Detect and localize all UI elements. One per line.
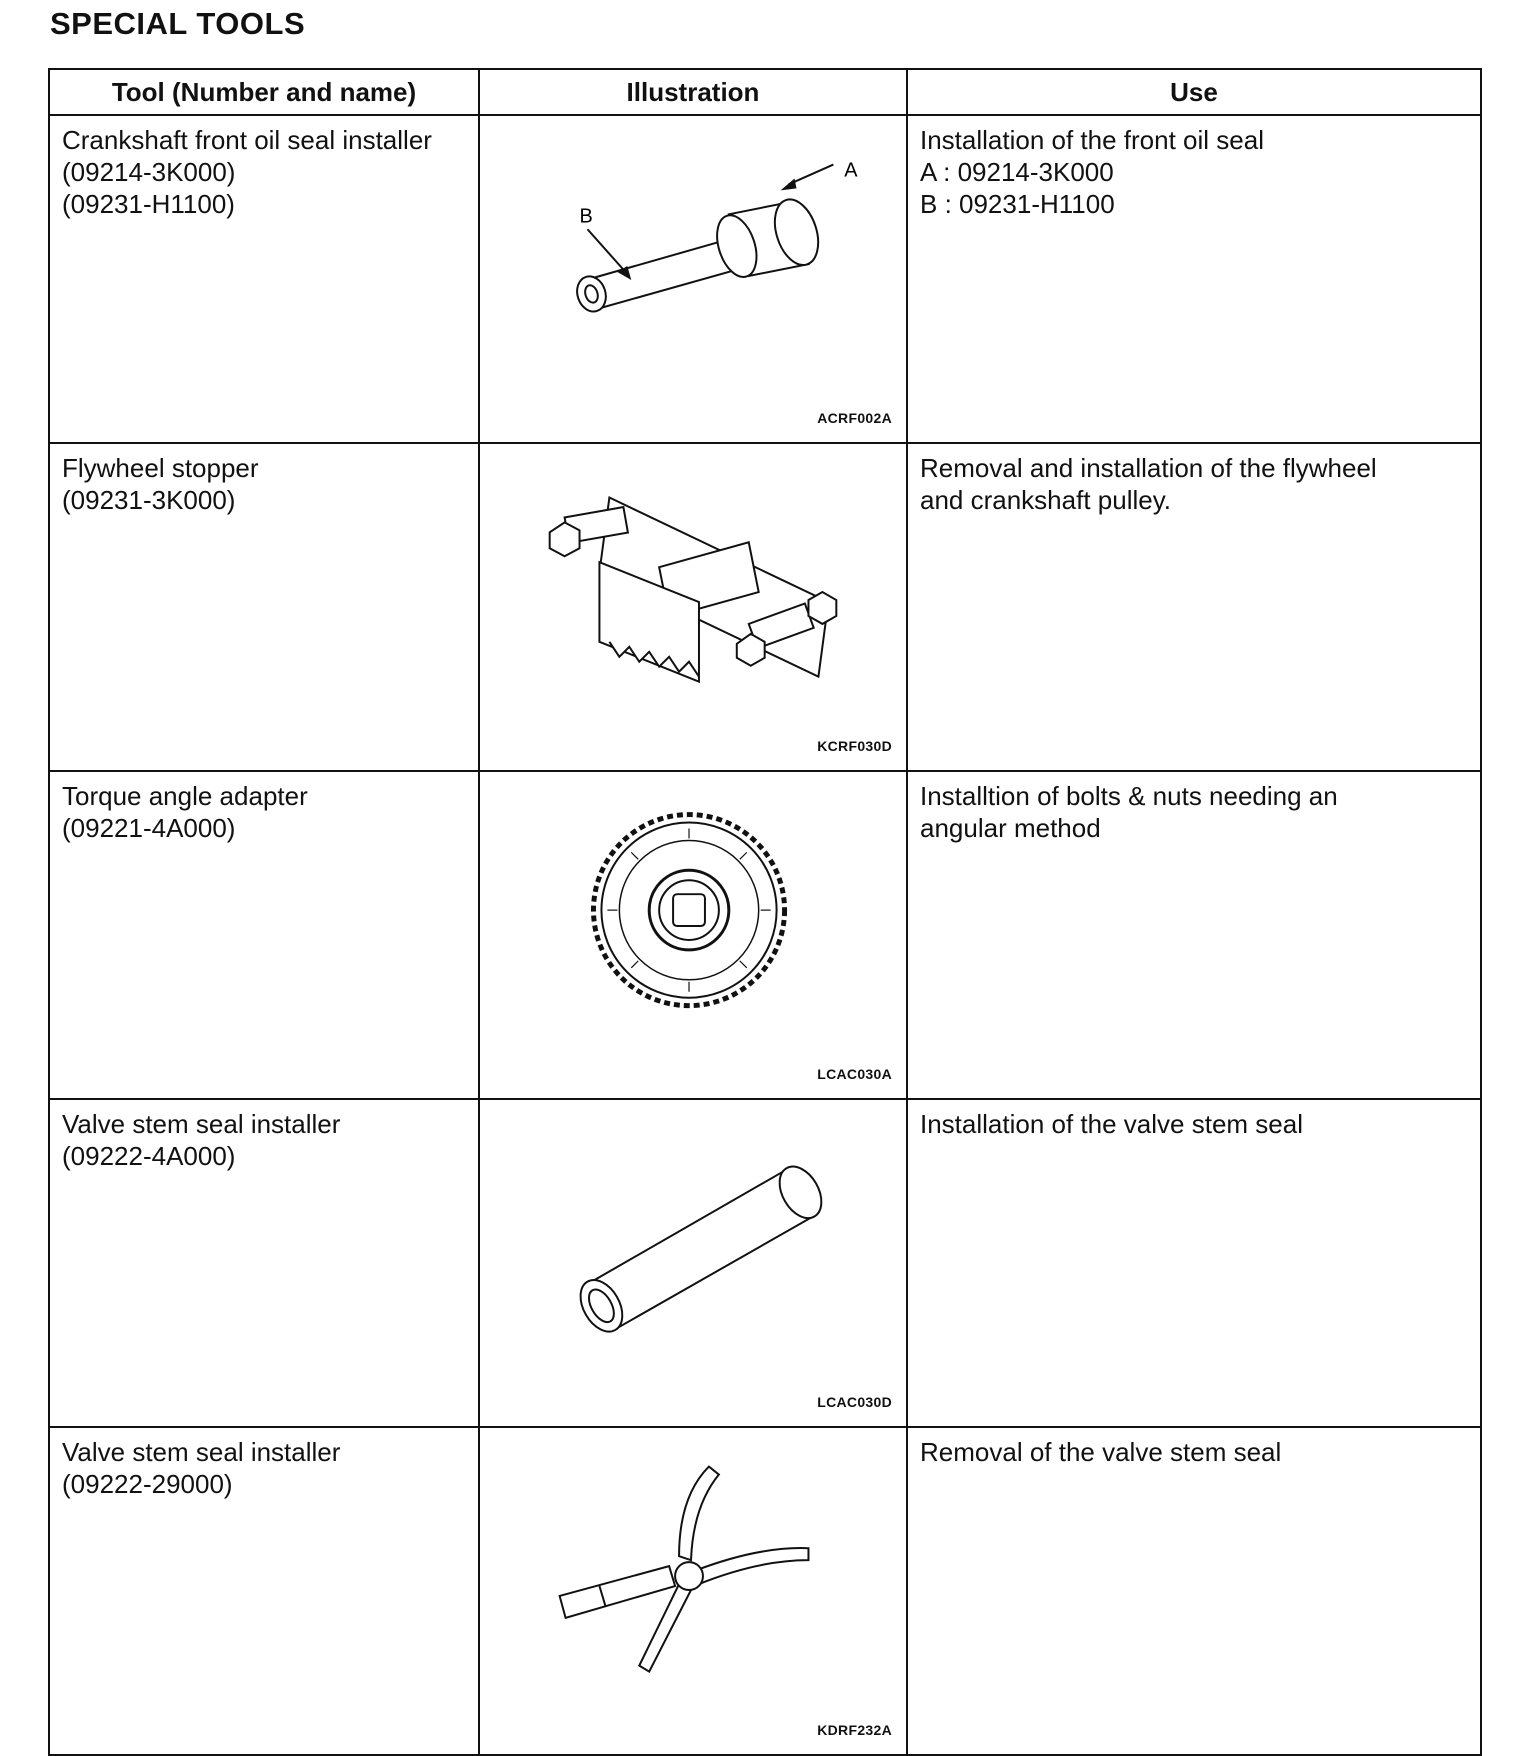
oil-seal-installer-drawing [480, 116, 906, 442]
callout-b: B [579, 205, 593, 228]
use-text: B : 09231-H1100 [920, 189, 1115, 219]
table-row [49, 115, 1481, 443]
illustration-code: LCAC030A [817, 1066, 892, 1082]
use-cell [907, 115, 1481, 443]
table-row [49, 771, 1481, 1099]
tool-number: (09214-3K000) [62, 157, 236, 187]
use-text: Removal of the valve stem seal [920, 1437, 1282, 1467]
tool-number: (09231-3K000) [62, 485, 236, 515]
special-tools-table [48, 68, 1482, 1756]
tool-name: Valve stem seal installer [62, 1437, 341, 1467]
illustration-cell [479, 443, 907, 771]
tool-number: (09222-29000) [62, 1469, 233, 1499]
header-tool: Tool (Number and name) [49, 69, 479, 115]
tool-cell [49, 115, 479, 443]
use-text: and crankshaft pulley. [920, 485, 1171, 515]
tool-number: (09231-H1100) [62, 189, 235, 219]
use-cell [907, 443, 1481, 771]
use-text: Installation of the front oil seal [920, 125, 1264, 155]
tool-name: Valve stem seal installer [62, 1109, 341, 1139]
tool-cell [49, 1427, 479, 1755]
use-text: Removal and installation of the flywheel [920, 453, 1377, 483]
torque-angle-adapter-drawing [480, 772, 906, 1098]
callout-a: A [844, 159, 858, 182]
illustration-cell [479, 1099, 907, 1427]
tool-name: Flywheel stopper [62, 453, 259, 483]
use-cell [907, 1427, 1481, 1755]
table-row [49, 443, 1481, 771]
table-row [49, 1427, 1481, 1755]
header-illustration: Illustration [479, 69, 907, 115]
use-text: A : 09214-3K000 [920, 157, 1114, 187]
illustration-code: KDRF232A [817, 1722, 892, 1738]
table-header-row [49, 69, 1481, 115]
tool-cell [49, 771, 479, 1099]
illustration-cell [479, 771, 907, 1099]
illustration-code: KCRF030D [817, 738, 892, 754]
valve-stem-seal-installer-drawing [480, 1100, 906, 1426]
illustration-cell [479, 115, 907, 443]
table-row [49, 1099, 1481, 1427]
tool-cell [49, 1099, 479, 1427]
tool-cell [49, 443, 479, 771]
tool-number: (09221-4A000) [62, 813, 236, 843]
use-cell [907, 1099, 1481, 1427]
valve-stem-seal-remover-pliers-drawing [480, 1428, 906, 1754]
flywheel-stopper-drawing [480, 444, 906, 770]
use-text: Installation of the valve stem seal [920, 1109, 1303, 1139]
page-title: SPECIAL TOOLS [50, 6, 306, 41]
use-cell [907, 771, 1481, 1099]
illustration-code: LCAC030D [817, 1394, 892, 1410]
tool-name: Torque angle adapter [62, 781, 308, 811]
illustration-code: ACRF002A [817, 410, 892, 426]
use-text: Installtion of bolts & nuts needing an [920, 781, 1338, 811]
tool-name: Crankshaft front oil seal installer [62, 125, 432, 155]
header-use: Use [907, 69, 1481, 115]
illustration-cell [479, 1427, 907, 1755]
tool-number: (09222-4A000) [62, 1141, 236, 1171]
use-text: angular method [920, 813, 1101, 843]
